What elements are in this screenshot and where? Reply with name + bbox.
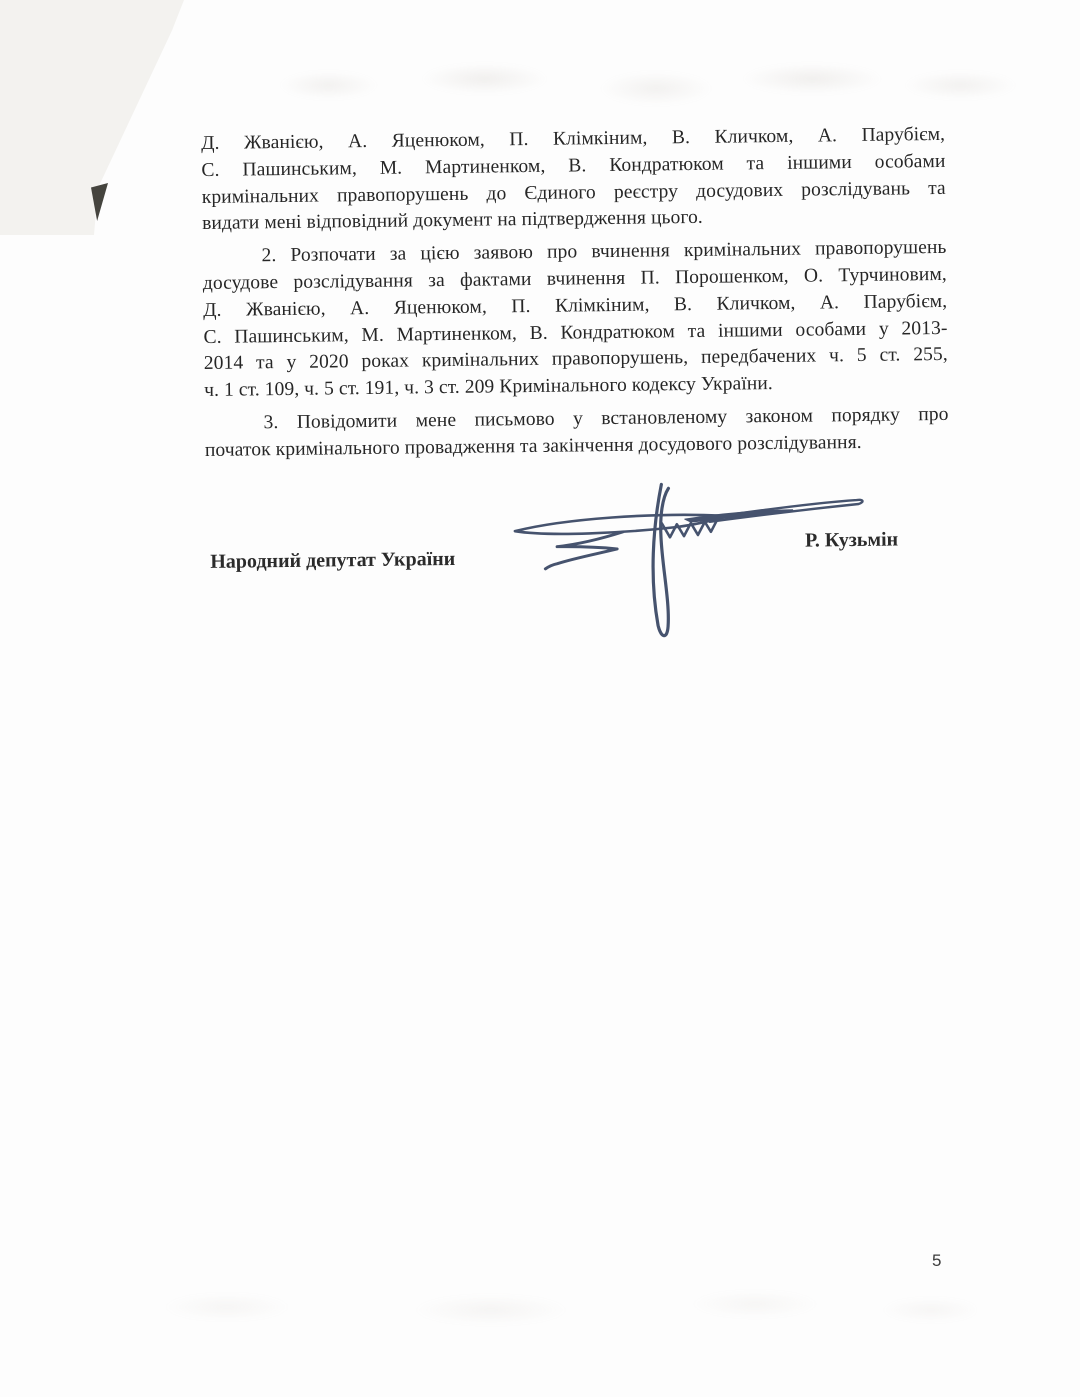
body-line: кримінальних правопорушень до Єдиного реєстру досудових розслідувань та [201, 177, 946, 208]
signature-block [205, 455, 952, 694]
ink-bleed-bottom [95, 1278, 975, 1336]
paragraph-item-3 [204, 402, 949, 465]
body-line: С. Пашинським, М. Мартиненком, В. Кондратюком та іншими особами у 2013- [203, 317, 948, 348]
body-line: Д. Жванією, А. Яценюком, П. Клімкіним, В. Кличком, А. Парубієм, [203, 290, 948, 321]
body-line: початок кримінального провадження та закінчення досудового розслідування. [204, 431, 862, 461]
body-line: 2. Розпочати за цією заявою про вчинення кримінальних правопорушень [261, 237, 947, 267]
paragraph-item-2 [202, 235, 948, 405]
body-line: 2014 та у 2020 роках кримінальних правопорушень, передбачених ч. 5 ст. 255, [203, 344, 948, 375]
document-body [201, 122, 952, 695]
body-line: ч. 1 ст. 109, ч. 5 ст. 191, ч. 3 ст. 209 Кримінального кодексу України. [204, 373, 773, 402]
signatory-name-label: Р. Кузьмін [804, 528, 899, 552]
page-number: 5 [932, 1251, 942, 1270]
body-line: Д. Жванією, А. Яценюком, П. Клімкіним, В. Кличком, А. Парубієм, [201, 123, 946, 154]
signatory-role-label: Народний депутат України [210, 547, 456, 573]
ink-bleed-top [235, 50, 1015, 114]
handwritten-signature-icon [504, 472, 886, 652]
paragraph-continuation [201, 122, 946, 238]
body-line: С. Пашинським, М. Мартиненком, В. Кондратюком та іншими особами [201, 150, 946, 181]
body-line: досудове розслідування за фактами вчинення П. Порошенком, О. Турчиновим, [202, 263, 947, 294]
body-line: 3. Повідомити мене письмово у встановленому законом порядку про [263, 403, 949, 434]
body-line: видати мені відповідний документ на підтвердження цього. [202, 207, 703, 235]
